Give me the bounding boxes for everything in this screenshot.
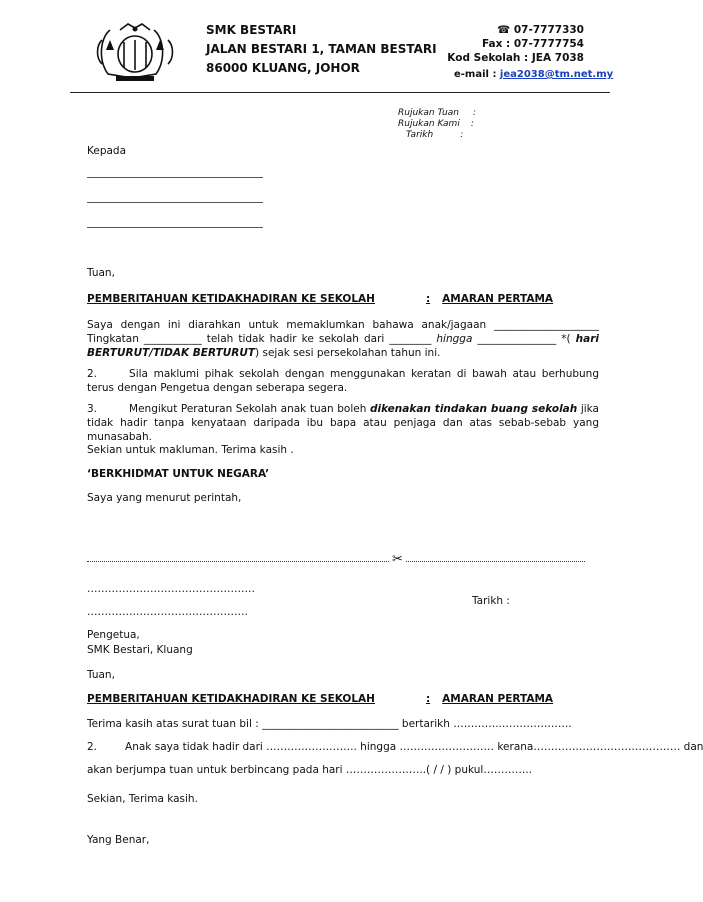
- address-blank-1[interactable]: [87, 177, 263, 178]
- paragraph-1: Saya dengan ini diarahkan untuk memaklumkan bahawa anak/jagaan ____________________ Tingkatan ___________ telah tidak hadir ke sekolah dari ________ hingga _______________ *( hari BERTURUT/TIDAK BERTURUT) sejak sesi persekolahan tahun ini.: [87, 319, 599, 359]
- address-blank-3[interactable]: [87, 227, 263, 228]
- closing-line: Sekian untuk makluman. Terima kasih .: [87, 444, 294, 456]
- telephone-icon: ☎: [497, 24, 511, 36]
- cut-line: [87, 561, 585, 562]
- reply-thanks-line: Terima kasih atas surat tuan bil : __________________________ bertarikh …………..………………..: [87, 718, 572, 730]
- reply-salutation: Tuan,: [87, 669, 115, 681]
- subject-warning: AMARAN PERTAMA: [442, 293, 554, 305]
- school-code: Kod Sekolah : JEA 7038: [447, 52, 584, 64]
- letterhead-divider: [70, 92, 610, 93]
- reply-tarikh-label: Tarikh :: [472, 595, 510, 607]
- yang-menurut-perintah: Saya yang menurut perintah,: [87, 492, 242, 504]
- school-name: SMK BESTARI: [206, 23, 297, 37]
- email-link[interactable]: jea2038@tm.net.my: [499, 69, 614, 80]
- paragraph-3: 3. Mengikut Peraturan Sekolah anak tuan boleh dikenakan tindakan buang sekolah jika tidak hadir tanpa kenyataan daripada ibu bapa atau penjaga dan atas sebab-sebab yang munasabah.: [87, 403, 599, 443]
- reply-yang-benar: Yang Benar,: [87, 834, 150, 846]
- salutation: Tuan,: [87, 267, 115, 279]
- address-line-2: 86000 KLUANG, JOHOR: [206, 61, 360, 75]
- signature-line-2: ……………………………………….: [87, 606, 248, 618]
- email-label: e-mail :: [454, 69, 500, 80]
- motto: ‘BERKHIDMAT UNTUK NEGARA’: [87, 468, 270, 480]
- ref-rujukan-tuan: Rujukan Tuan: [398, 108, 459, 118]
- ref-tarikh: Tarikh: [406, 130, 434, 140]
- reply-item-number: 2.: [87, 741, 98, 753]
- reply-subject-colon: :: [425, 693, 431, 705]
- subject-colon: :: [425, 293, 431, 305]
- reply-absence-line-2: akan berjumpa tuan untuk berbincang pada hari …………………..( / / ) pukul…………..: [87, 764, 532, 776]
- ref-rujukan-kami: Rujukan Kami: [398, 119, 460, 129]
- reply-subject-warning: AMARAN PERTAMA: [442, 693, 554, 705]
- reply-school-town: SMK Bestari, Kluang: [87, 644, 193, 656]
- school-crest-logo: [92, 20, 178, 84]
- phone-number: 07-7777330: [513, 24, 584, 36]
- scissors-icon: ✂: [392, 552, 403, 567]
- paragraph-2: 2. Sila maklumi pihak sekolah dengan menggunakan keratan di bawah atau berhubung terus dengan Pengetua dengan seberapa segera.: [87, 368, 599, 394]
- reply-absence-line-1: Anak saya tidak hadir dari …………………….. hingga ……………………… kerana…………………………………… dan: [125, 741, 703, 753]
- address-line-1: JALAN BESTARI 1, TAMAN BESTARI: [206, 42, 437, 56]
- address-blank-2[interactable]: [87, 202, 263, 203]
- reply-pengetua: Pengetua,: [87, 629, 140, 641]
- kepada-label: Kepada: [87, 145, 127, 157]
- reply-subject-title: PEMBERITAHUAN KETIDAKHADIRAN KE SEKOLAH: [87, 693, 375, 705]
- reply-closing: Sekian, Terima kasih.: [87, 793, 198, 805]
- signature-line: …………………………………………: [87, 583, 255, 595]
- fax-number: Fax : 07-7777754: [481, 38, 584, 50]
- subject-title: PEMBERITAHUAN KETIDAKHADIRAN KE SEKOLAH: [87, 293, 375, 305]
